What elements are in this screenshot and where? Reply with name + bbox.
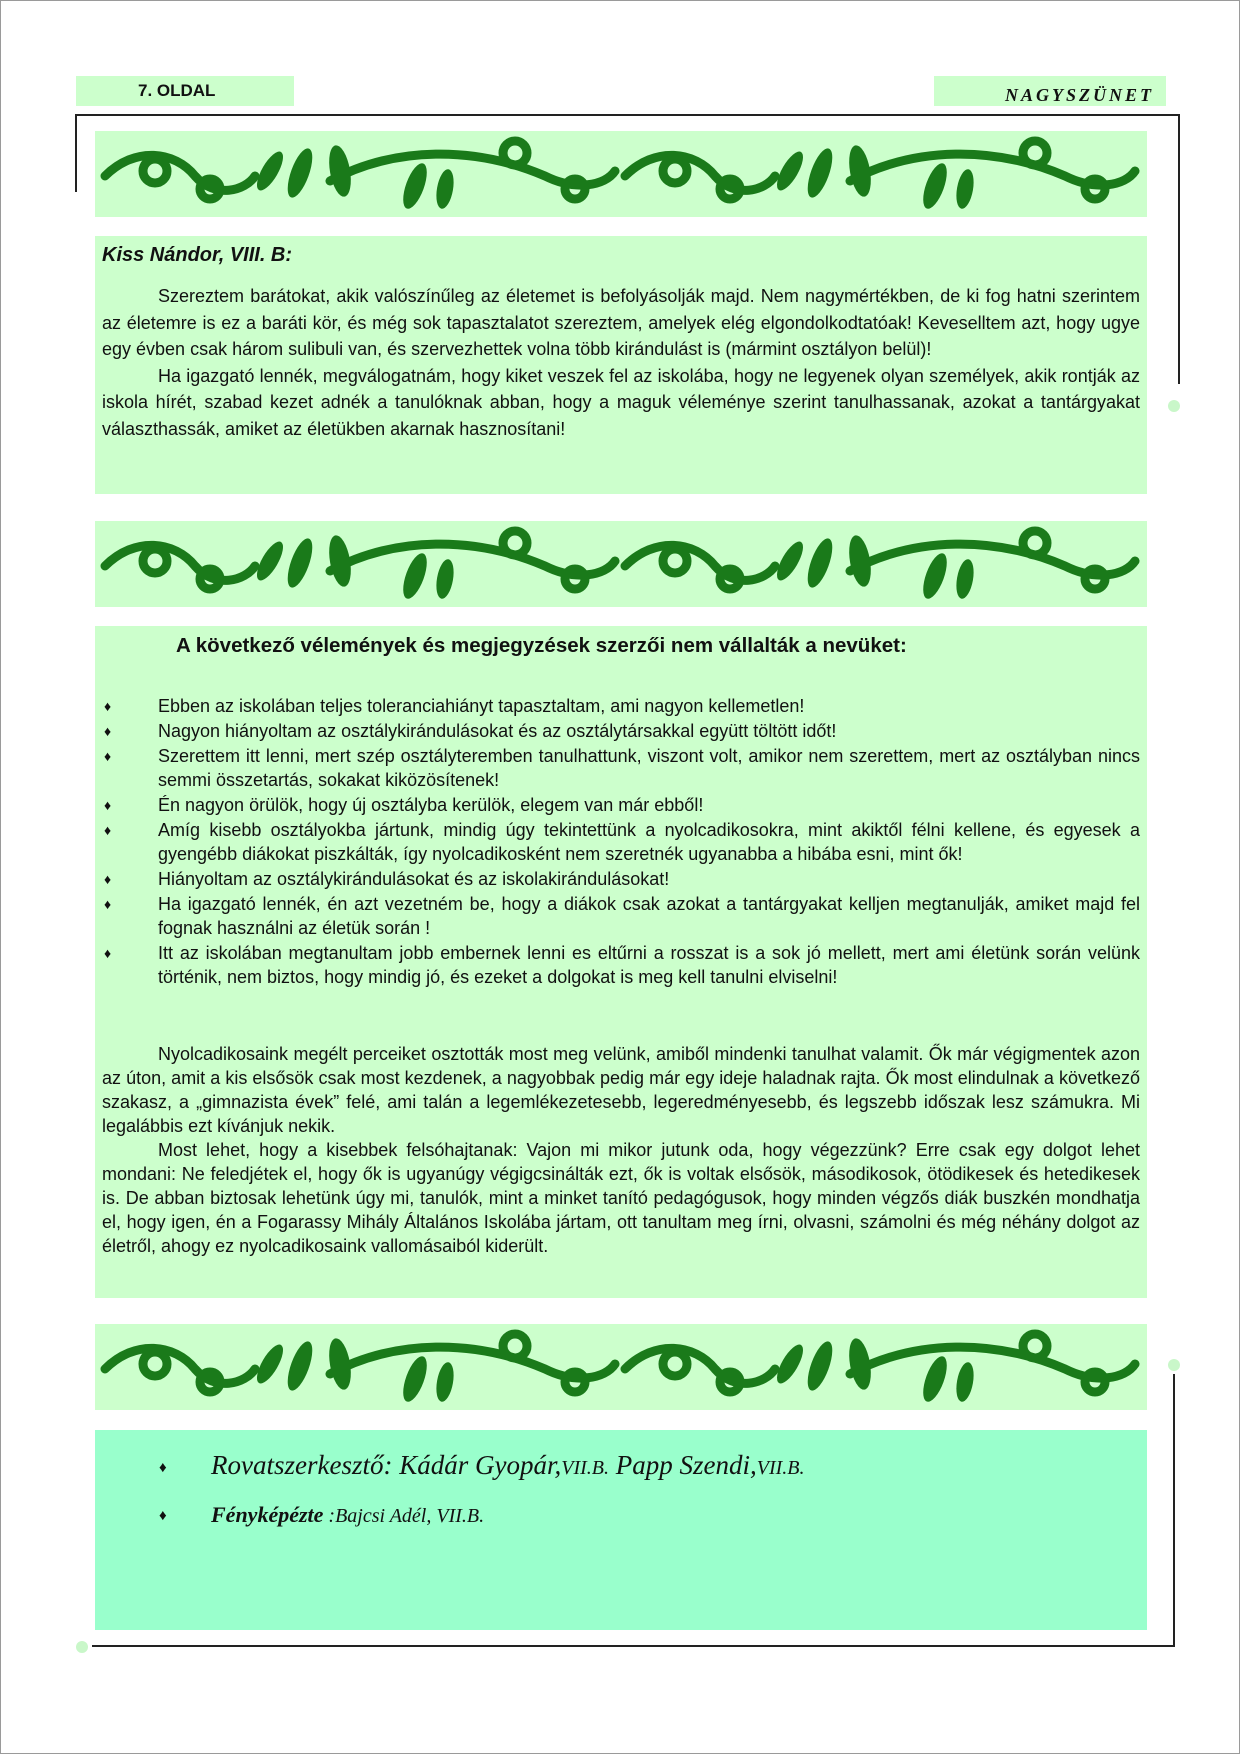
editor-class: VII.B. <box>756 1457 805 1479</box>
ornament-band-top <box>95 131 1147 217</box>
frame-left-top-line <box>75 114 77 192</box>
diamond-bullet-icon: ♦ <box>104 797 112 813</box>
frame-bottom-line <box>92 1645 1175 1647</box>
opinion-text: Szerettem itt lenni, mert szép osztályteremben tanulhattunk, viszont volt, amikor nem szerettem, mert az osztályban nincs semmi összetartás, sokakat kiközösítenek! <box>158 746 1140 790</box>
editor-class: VII.B. <box>561 1457 609 1479</box>
opinion-text: Amíg kisebb osztályokba jártunk, mindig úgy tekintettünk a nyolcadikosokra, mint akiktől félni kellene, és egyesek a gyengébb diákokat piszkálták, így nyolcadikosként nem szeretnék ugyanabba a hibába esni, mint ők! <box>158 820 1140 864</box>
student-opinion-section <box>95 236 1147 494</box>
list-item <box>102 694 1140 718</box>
paragraph: Szereztem barátokat, akik valószínűleg az életemet is befolyásolják majd. Nem nagymértékben, de ki fog hatni szerintem az életemre is ez a baráti kör, és még sok tapasztalatot szereztem, amelyek elég elgondolkodtatóak! Keveselltem azt, hogy ugye egy évben csak három sulibuli van, és szervezhettek volna több kirándulást is (mármint osztályon belül)! <box>102 286 1140 359</box>
editor-name: Papp Szendi, <box>609 1450 757 1480</box>
opinion-text: Hiányoltam az osztálykirándulásokat és az iskolakirándulásokat! <box>158 869 670 889</box>
paragraph: Nyolcadikosaink megélt perceiket osztották most meg velünk, amiből mindenki tanulhat valamit. Ők már végigmentek azon az úton, amit a kis elsősök csak most kezdenek, a nagyobbak pedig már egy ideje haladnak rajta. Ők most elindulnak a következő szakasz, a „gimnazista évek” felé, ami talán a legemlékezetesebb, legeredményesebb, és legszebb időszak lesz számukra. Mi legalábbis ezt kívánjuk nekik. <box>102 1044 1140 1136</box>
editor-credit <box>159 1450 805 1481</box>
paragraph: Most lehet, hogy a kisebbek felsóhajtanak: Vajon mi mikor jutunk oda, hogy végezzünk? Erre csak egy dolgot lehet mondani: Ne feledjétek el, hogy ők is ugyanúgy végigcsinálták ezt, ők is voltak elsősök, másodikosok, ötödikesek és hetedikesek is. De abban biztosak lehetünk úgy mi, tanulók, mint a minket tanító pedagógusok, hogy minden végzős diák buszkén mondhatja el, hogy igen, én a Fogarassy Mihály Általános Iskolába jártam, ott tanultam meg írni, olvasni, számolni és még néhány dolgot az életről, ahogy ez nyolcadikosaink vallomásaiból kiderült. <box>102 1140 1140 1256</box>
opinion-text: Ebben az iskolában teljes toleranciahiányt tapasztaltam, ami nagyon kellemetlen! <box>158 696 805 716</box>
opinion-body <box>102 283 1140 442</box>
page-number: 7. OLDAL <box>138 81 216 100</box>
editor-name: Kádár Gyopár, <box>392 1450 562 1480</box>
opinion-text: Itt az iskolában megtanultam jobb embernek lenni es eltűrni a rosszat is a sok jó mellett, mert ami életünk során velünk történik, nem biztos, hogy mindig jó, és ezeket a dolgokat is meg kell tanulni elviselni! <box>158 943 1140 987</box>
diamond-bullet-icon: ♦ <box>104 748 112 764</box>
photo-label: Fényképézte <box>211 1502 324 1527</box>
vine-ornament <box>95 1324 1147 1410</box>
editor-separator: : <box>383 1450 393 1480</box>
photo-credit <box>159 1502 484 1528</box>
closing-text <box>102 1042 1140 1258</box>
diamond-bullet-icon: ♦ <box>159 1508 167 1524</box>
opinion-list <box>102 694 1140 990</box>
anonymous-opinions-section <box>95 626 1147 1298</box>
list-item <box>102 719 1140 743</box>
diamond-bullet-icon: ♦ <box>159 1460 167 1476</box>
author-heading: Kiss Nándor, VIII. B: <box>102 244 293 266</box>
credits-section <box>95 1430 1147 1630</box>
paragraph: Ha igazgató lennék, megválogatnám, hogy kiket veszek fel az iskolába, hogy ne legyenek olyan személyek, akik rontják az iskola hírét, szabad kezet adnék a tanulóknak abban, hogy a maguk véleménye szerint tanulhassanak, azokat a tantárgyakat választhassák, amiket az életükben akarnak hasznosítani! <box>102 365 1140 439</box>
diamond-bullet-icon: ♦ <box>104 822 112 838</box>
publication-tab <box>934 76 1166 106</box>
diamond-bullet-icon: ♦ <box>104 871 112 887</box>
list-item <box>102 867 1140 891</box>
vine-ornament <box>95 521 1147 607</box>
diamond-bullet-icon: ♦ <box>104 945 112 961</box>
diamond-bullet-icon: ♦ <box>104 896 112 912</box>
opinion-text: Nagyon hiányoltam az osztálykirándulásokat és az osztálytársakkal együtt töltött időt! <box>158 721 837 741</box>
frame-top-line <box>75 114 1180 116</box>
frame-right-top-line <box>1178 114 1180 384</box>
photo-value: :Bajcsi Adél, VII.B. <box>323 1505 485 1527</box>
frame-dot <box>76 1641 88 1653</box>
list-item <box>102 892 1140 940</box>
diamond-bullet-icon: ♦ <box>104 698 112 714</box>
section-heading: A következő vélemények és megjegyzések szerzői nem vállalták a nevüket: <box>176 634 907 657</box>
diamond-bullet-icon: ♦ <box>104 723 112 739</box>
vine-ornament <box>95 131 1147 217</box>
frame-right-bottom-line <box>1173 1374 1175 1646</box>
frame-dot <box>1168 1359 1180 1371</box>
publication-title: NAGYSZÜNET <box>1004 85 1154 105</box>
ornament-band-bottom <box>95 1324 1147 1410</box>
list-item <box>102 793 1140 817</box>
list-item <box>102 818 1140 866</box>
list-item <box>102 744 1140 792</box>
list-item <box>102 941 1140 989</box>
editor-label: Rovatszerkesztő <box>211 1450 384 1480</box>
page-number-tab <box>76 76 294 106</box>
opinion-text: Én nagyon örülök, hogy új osztályba kerülök, elegem van már ebből! <box>158 795 704 815</box>
opinion-text: Ha igazgató lennék, én azt vezetném be, hogy a diákok csak azokat a tantárgyakat kelljen megtanulják, amiket majd fel fognak használni az életük során ! <box>158 894 1140 938</box>
frame-dot <box>1168 400 1180 412</box>
ornament-band-middle <box>95 521 1147 607</box>
